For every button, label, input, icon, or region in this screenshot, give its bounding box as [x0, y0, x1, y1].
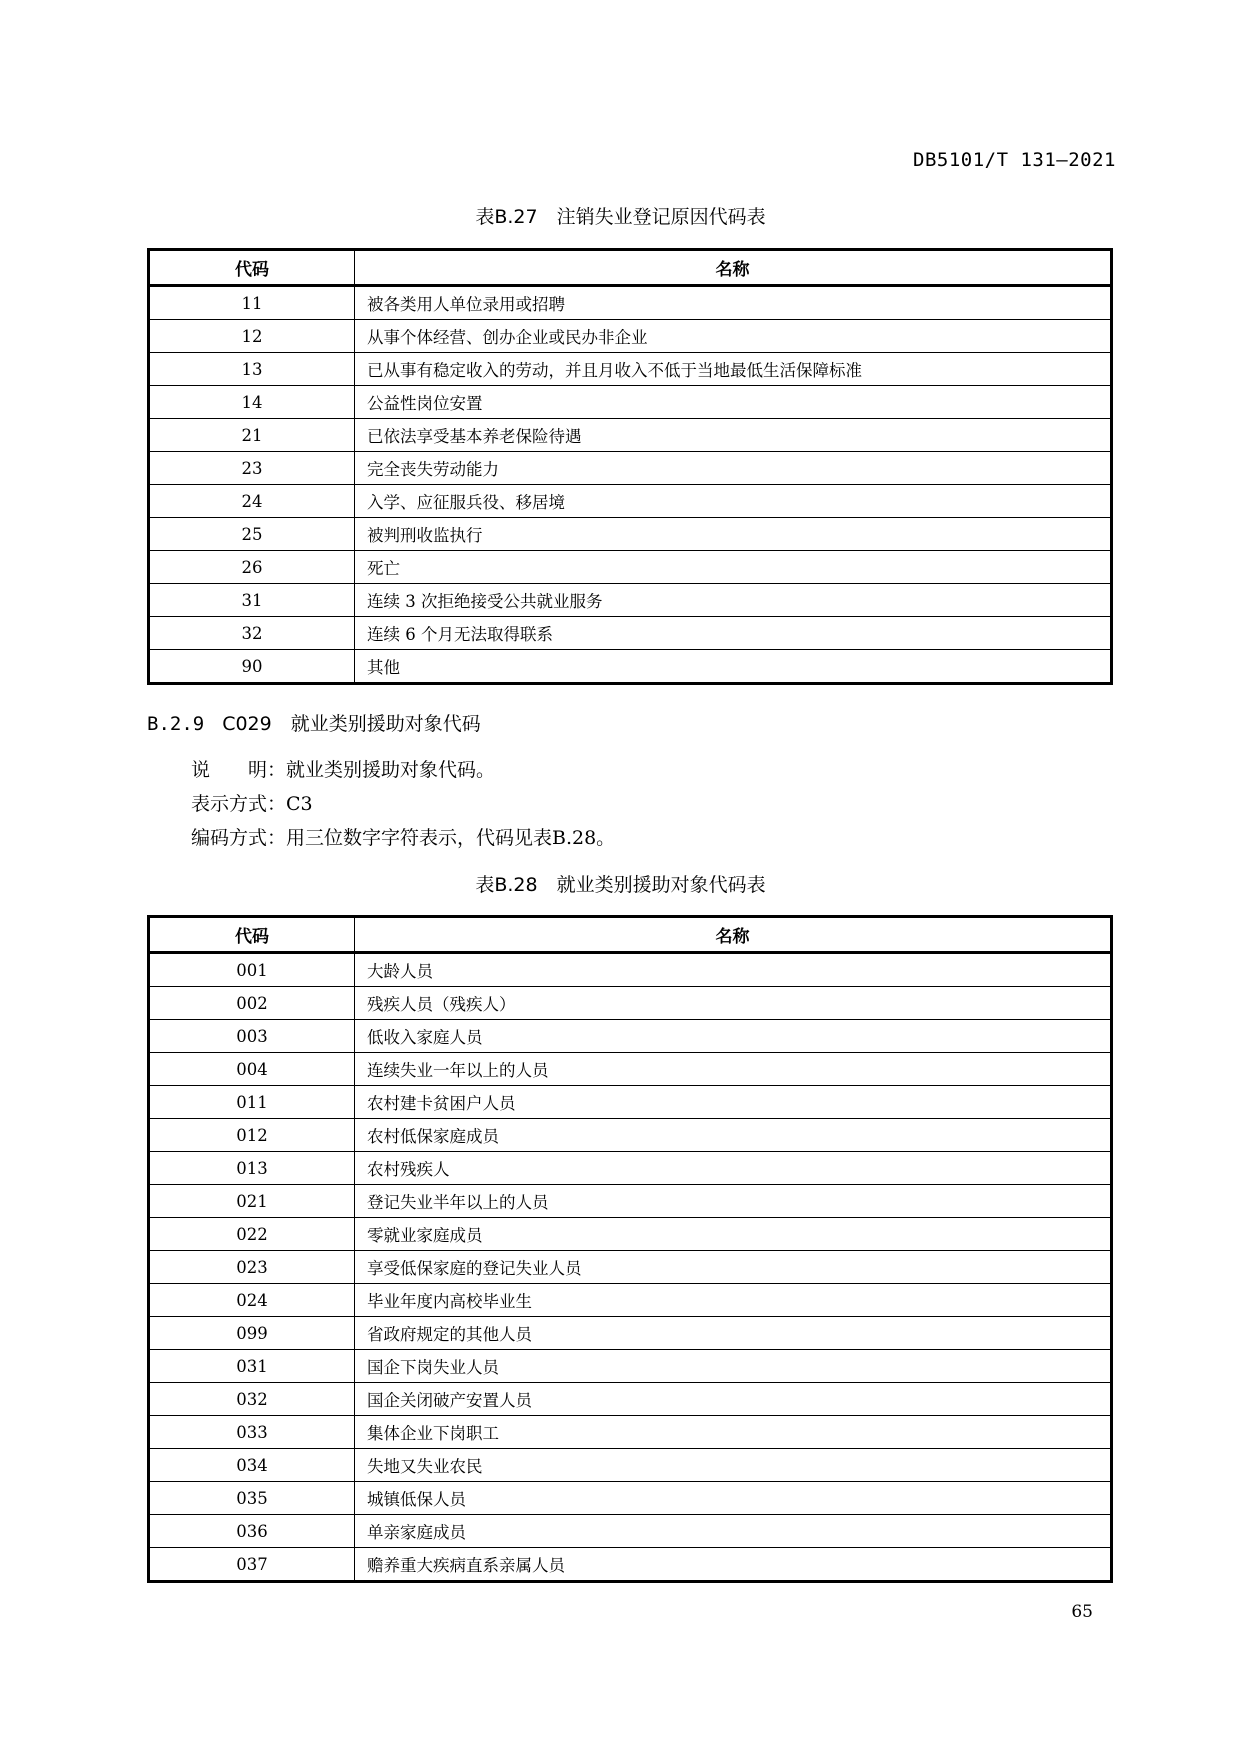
code-cell: 001: [149, 953, 355, 987]
code-cell: 012: [149, 1119, 355, 1152]
section-title: C029 就业类别援助对象代码: [222, 713, 481, 735]
table-row: [149, 1185, 1112, 1218]
code-cell: 90: [149, 650, 355, 684]
name-cell: 城镇低保人员: [355, 1482, 1112, 1515]
name-cell: 零就业家庭成员: [355, 1218, 1112, 1251]
page-number: 65: [1071, 1602, 1093, 1622]
table-row: [149, 1053, 1112, 1086]
table-row: [149, 1416, 1112, 1449]
table-row: [149, 953, 1112, 987]
code-cell: 034: [149, 1449, 355, 1482]
table-b27-caption: 表B.27 注销失业登记原因代码表: [475, 206, 766, 228]
name-cell: 国企下岗失业人员: [355, 1350, 1112, 1383]
name-cell: 集体企业下岗职工: [355, 1416, 1112, 1449]
table-row: [149, 419, 1112, 452]
table-row: [149, 386, 1112, 419]
name-cell: 农村建卡贫困户人员: [355, 1086, 1112, 1119]
code-cell: 031: [149, 1350, 355, 1383]
table-row: [149, 1548, 1112, 1582]
table-b27: [147, 248, 1113, 685]
table-row: [149, 650, 1112, 684]
section-number: B.2.9: [147, 713, 205, 735]
table-row: [149, 1449, 1112, 1482]
code-cell: 022: [149, 1218, 355, 1251]
code-cell: 023: [149, 1251, 355, 1284]
table-header-row: [149, 250, 1112, 286]
name-cell: 国企关闭破产安置人员: [355, 1383, 1112, 1416]
section-description: 说 明：就业类别援助对象代码。: [191, 759, 496, 781]
code-cell: 013: [149, 1152, 355, 1185]
name-cell: 连续失业一年以上的人员: [355, 1053, 1112, 1086]
code-cell: 32: [149, 617, 355, 650]
code-cell: 21: [149, 419, 355, 452]
table-row: [149, 584, 1112, 617]
name-cell: 其他: [355, 650, 1112, 684]
name-cell: 死亡: [355, 551, 1112, 584]
document-id: DB5101/T 131—2021: [913, 149, 1116, 171]
section-heading: [147, 709, 481, 736]
name-cell: 被判刑收监执行: [355, 518, 1112, 551]
table-row: [149, 617, 1112, 650]
table-header-row: [149, 917, 1112, 953]
name-cell: 完全丧失劳动能力: [355, 452, 1112, 485]
table-b28-caption: 表B.28 就业类别援助对象代码表: [475, 874, 766, 896]
name-cell: 农村低保家庭成员: [355, 1119, 1112, 1152]
table-row: [149, 987, 1112, 1020]
name-cell: 农村残疾人: [355, 1152, 1112, 1185]
code-cell: 011: [149, 1086, 355, 1119]
name-cell: 失地又失业农民: [355, 1449, 1112, 1482]
code-cell: 23: [149, 452, 355, 485]
name-cell: 从事个体经营、创办企业或民办非企业: [355, 320, 1112, 353]
code-cell: 004: [149, 1053, 355, 1086]
name-cell: 公益性岗位安置: [355, 386, 1112, 419]
column-header-name: 名称: [355, 917, 1112, 953]
code-cell: 31: [149, 584, 355, 617]
code-cell: 12: [149, 320, 355, 353]
name-cell: 入学、应征服兵役、移居境: [355, 485, 1112, 518]
name-cell: 省政府规定的其他人员: [355, 1317, 1112, 1350]
code-cell: 024: [149, 1284, 355, 1317]
name-cell: 已从事有稳定收入的劳动，并且月收入不低于当地最低生活保障标准: [355, 353, 1112, 386]
code-cell: 26: [149, 551, 355, 584]
name-cell: 低收入家庭人员: [355, 1020, 1112, 1053]
table-row: [149, 1350, 1112, 1383]
code-cell: 25: [149, 518, 355, 551]
table-row: [149, 286, 1112, 320]
name-cell: 毕业年度内高校毕业生: [355, 1284, 1112, 1317]
table-row: [149, 485, 1112, 518]
name-cell: 大龄人员: [355, 953, 1112, 987]
code-cell: 099: [149, 1317, 355, 1350]
section-format: 表示方式：C3: [191, 793, 313, 815]
code-cell: 11: [149, 286, 355, 320]
code-cell: 24: [149, 485, 355, 518]
column-header-code: 代码: [149, 917, 355, 953]
code-cell: 13: [149, 353, 355, 386]
code-cell: 021: [149, 1185, 355, 1218]
name-cell: 登记失业半年以上的人员: [355, 1185, 1112, 1218]
name-cell: 残疾人员（残疾人）: [355, 987, 1112, 1020]
table-row: [149, 1218, 1112, 1251]
table-row: [149, 1152, 1112, 1185]
code-cell: 002: [149, 987, 355, 1020]
table-row: [149, 1284, 1112, 1317]
name-cell: 享受低保家庭的登记失业人员: [355, 1251, 1112, 1284]
table-row: [149, 1383, 1112, 1416]
code-cell: 036: [149, 1515, 355, 1548]
code-cell: 003: [149, 1020, 355, 1053]
name-cell: 连续 3 次拒绝接受公共就业服务: [355, 584, 1112, 617]
code-cell: 14: [149, 386, 355, 419]
code-cell: 035: [149, 1482, 355, 1515]
table-row: [149, 518, 1112, 551]
name-cell: 被各类用人单位录用或招聘: [355, 286, 1112, 320]
code-cell: 032: [149, 1383, 355, 1416]
column-header-code: 代码: [149, 250, 355, 286]
table-row: [149, 1251, 1112, 1284]
code-cell: 037: [149, 1548, 355, 1582]
table-row: [149, 353, 1112, 386]
table-row: [149, 1119, 1112, 1152]
section-encoding: 编码方式：用三位数字字符表示，代码见表B.28。: [191, 827, 616, 849]
table-row: [149, 1086, 1112, 1119]
table-row: [149, 1515, 1112, 1548]
table-row: [149, 1482, 1112, 1515]
table-b28: [147, 915, 1113, 1583]
code-cell: 033: [149, 1416, 355, 1449]
table-row: [149, 320, 1112, 353]
column-header-name: 名称: [355, 250, 1112, 286]
name-cell: 已依法享受基本养老保险待遇: [355, 419, 1112, 452]
name-cell: 赡养重大疾病直系亲属人员: [355, 1548, 1112, 1582]
name-cell: 单亲家庭成员: [355, 1515, 1112, 1548]
table-row: [149, 1020, 1112, 1053]
table-row: [149, 551, 1112, 584]
table-row: [149, 452, 1112, 485]
table-row: [149, 1317, 1112, 1350]
name-cell: 连续 6 个月无法取得联系: [355, 617, 1112, 650]
